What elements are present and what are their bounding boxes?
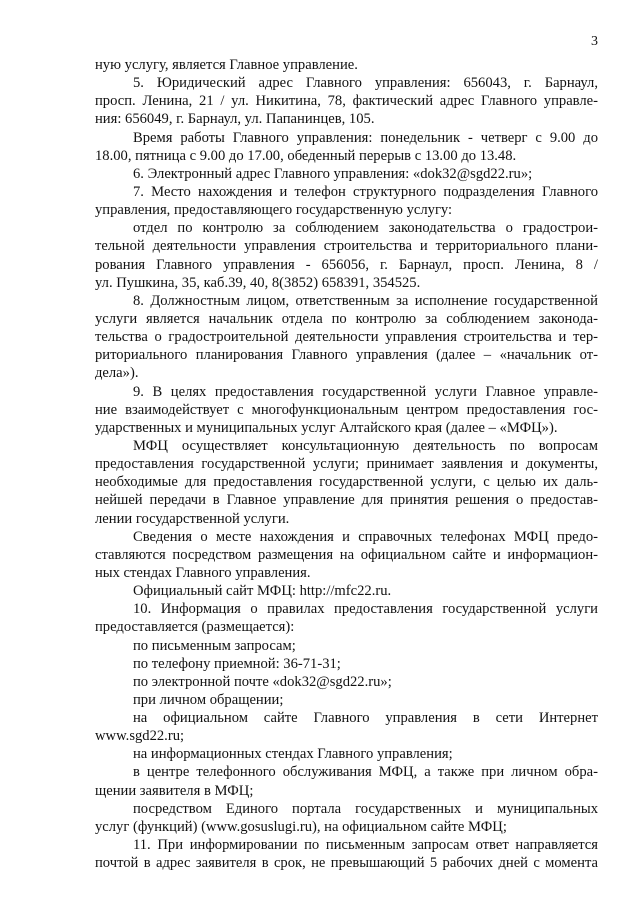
text-line: по письменным запросам; bbox=[133, 637, 296, 654]
text-line: 8. Должностным лицом, ответственным за исполнение государственной bbox=[133, 292, 598, 309]
text-line: ставляются посредством размещения на официальном сайте и информацион- bbox=[95, 546, 598, 563]
text-line: 11. При информировании по письменным запросам ответ направляется bbox=[133, 837, 598, 854]
text-line: ул. Пушкина, 35, каб.39, 40, 8(3852) 658391, 354525. bbox=[95, 274, 421, 291]
text-line: услуг (функций) (www.gosuslugi.ru), на официальном сайте МФЦ; bbox=[95, 818, 507, 835]
document-body bbox=[95, 56, 598, 872]
text-line: МФЦ осуществляет консультационную деятельность по вопросам bbox=[133, 437, 598, 454]
text-line: Время работы Главного управления: понедельник - четверг с 9.00 до bbox=[133, 129, 598, 146]
text-line: нейшей передачи в Главное управление для принятия решения о предостав- bbox=[95, 492, 598, 509]
text-line: щении заявителя в МФЦ; bbox=[95, 782, 254, 799]
text-line: при личном обращении; bbox=[133, 691, 284, 708]
text-line: 6. Электронный адрес Главного управления: «dok32@sgd22.ru»; bbox=[133, 165, 533, 182]
text-line: просп. Ленина, 21 / ул. Никитина, 78, фактический адрес Главного управле- bbox=[95, 93, 598, 110]
text-line: дела»). bbox=[95, 365, 139, 382]
text-line: рования Главного управления - 656056, г. Барнаул, просп. Ленина, 8 / bbox=[95, 256, 598, 273]
text-line: лении государственной услуги. bbox=[95, 510, 290, 527]
text-line: тельной деятельности управления строительства и территориального плани- bbox=[95, 238, 598, 255]
text-line: ную услугу, является Главное управление. bbox=[95, 57, 358, 73]
text-line: посредством Единого портала государственных и муниципальных bbox=[133, 800, 598, 817]
text-line: 7. Место нахождения и телефон структурного подразделения Главного bbox=[133, 183, 598, 200]
text-line: Сведения о месте нахождения и справочных телефонах МФЦ предо- bbox=[133, 528, 598, 545]
text-line: в центре телефонного обслуживания МФЦ, а также при личном обра- bbox=[133, 764, 598, 781]
text-line: на официальном сайте Главного управления в сети Интернет bbox=[133, 710, 598, 727]
text-line: ных стендах Главного управления. bbox=[95, 564, 311, 581]
text-line: www.sgd22.ru; bbox=[95, 728, 185, 745]
text-line: Официальный сайт МФЦ: http://mfc22.ru. bbox=[133, 583, 392, 600]
text-line: 10. Информация о правилах предоставления государственной услуги bbox=[133, 601, 598, 618]
text-line: 18.00, пятница с 9.00 до 17.00, обеденный перерыв с 13.00 до 13.48. bbox=[95, 147, 517, 164]
text-line: ударственных и муниципальных услуг Алтайского края (далее – «МФЦ»). bbox=[95, 419, 558, 436]
text-line: ние взаимодействует с многофункциональным центром предоставления гос- bbox=[95, 401, 598, 418]
page-number: 3 bbox=[591, 34, 598, 49]
text-line: 9. В целях предоставления государственной услуги Главное управле- bbox=[133, 383, 598, 400]
text-line: управления, предоставляющего государственную услугу: bbox=[95, 202, 453, 219]
text-line: ния: 656049, г. Барнаул, ул. Папанинцев, 105. bbox=[95, 111, 375, 128]
text-line: по телефону приемной: 36-71-31; bbox=[133, 655, 341, 672]
text-line: риториального планирования Главного управления (далее – «начальник от- bbox=[95, 347, 598, 364]
text-line: услуги является начальник отдела по контролю за соблюдением законода- bbox=[95, 310, 598, 327]
text-line: отдел по контролю за соблюдением законодательства о градострои- bbox=[133, 220, 598, 237]
text-line: 5. Юридический адрес Главного управления: 656043, г. Барнаул, bbox=[133, 75, 598, 92]
text-line: почтой в адрес заявителя в срок, не превышающий 5 рабочих дней с момента bbox=[95, 855, 598, 872]
text-line: тельства о градостроительной деятельности управления строительства и тер- bbox=[95, 329, 598, 346]
text-line: предоставляется (размещается): bbox=[95, 619, 295, 636]
text-line: на информационных стендах Главного управления; bbox=[133, 746, 453, 763]
text-line: предоставления государственной услуги; принимает заявления и документы, bbox=[95, 456, 598, 473]
text-line: необходимые для предоставления государственной услуги, с целью их даль- bbox=[95, 474, 598, 491]
text-line: по электронной почте «dok32@sgd22.ru»; bbox=[133, 673, 392, 690]
